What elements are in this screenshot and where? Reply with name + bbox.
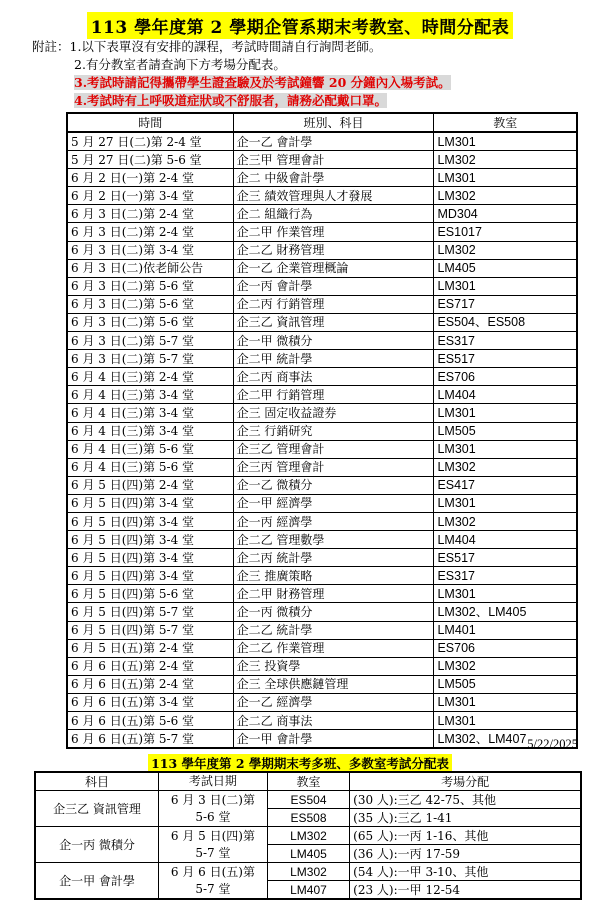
cell-time: 6 月 4 日(三)第 2-4 堂: [67, 368, 233, 386]
cell-time: 6 月 3 日(二)第 5-6 堂: [67, 313, 233, 331]
multi-table-body: [35, 791, 581, 900]
cell-room: ES508: [267, 809, 349, 827]
cell-class-subject: 企二甲 財務管理: [233, 585, 434, 603]
cell-room: LM302: [267, 863, 349, 881]
header-room: 教室: [434, 113, 577, 132]
table-row: [67, 621, 577, 639]
header-exam-date: 考試日期: [159, 772, 268, 791]
cell-exam-date: [159, 863, 268, 900]
cell-class-subject: 企一乙 微積分: [233, 476, 434, 494]
cell-class-subject: 企二甲 統計學: [233, 350, 434, 368]
cell-class-subject: 企二丙 行銷管理: [233, 295, 434, 313]
cell-class-subject: 企二乙 統計學: [233, 621, 434, 639]
cell-class-subject: 企一甲 會計學: [233, 730, 434, 749]
cell-distribution: (23 人):一甲 12-54: [350, 881, 581, 900]
note-4: [32, 92, 451, 110]
table-row: [67, 585, 577, 603]
cell-time: 5 月 27 日(二)第 5-6 堂: [67, 151, 233, 169]
cell-class-subject: 企一甲 微積分: [233, 332, 434, 350]
cell-subject: 企一甲 會計學: [35, 863, 159, 900]
title-wrap: [0, 12, 600, 39]
cell-time: 6 月 6 日(五)第 5-6 堂: [67, 712, 233, 730]
cell-room: LM301: [434, 494, 577, 512]
table-row: [67, 132, 577, 151]
table-row: [67, 693, 577, 711]
table-header-row: [67, 113, 577, 132]
table-row: [67, 549, 577, 567]
cell-room: MD304: [434, 205, 577, 223]
table-row: [67, 295, 577, 313]
exam-date-line2: 5-7 堂: [195, 881, 231, 896]
cell-distribution: (65 人):一丙 1-16、其他: [350, 827, 581, 845]
table-row: [67, 567, 577, 585]
cell-room: ES717: [434, 295, 577, 313]
cell-class-subject: 企三 績效管理與人才發展: [233, 187, 434, 205]
exam-date-line1: 6 月 3 日(二)第: [170, 792, 255, 807]
cell-class-subject: 企二丙 統計學: [233, 549, 434, 567]
note-3-text: 3.考試時請記得攜帶學生證查驗及於考試鐘響 20 分鐘內入場考試。: [74, 75, 451, 90]
note-2: 2.有分教室者請查詢下方考場分配表。: [74, 57, 286, 72]
cell-time: 6 月 4 日(三)第 3-4 堂: [67, 422, 233, 440]
note-4-text: 4.考試時有上呼吸道症狀或不舒服者，請務必配戴口罩。: [74, 93, 388, 108]
cell-room: LM301: [434, 132, 577, 151]
cell-time: 6 月 3 日(二)第 2-4 堂: [67, 223, 233, 241]
cell-time: 6 月 5 日(四)第 5-6 堂: [67, 585, 233, 603]
multi-row: [35, 791, 581, 809]
multi-header-row: [35, 772, 581, 791]
cell-room: LM405: [434, 259, 577, 277]
cell-time: 6 月 5 日(四)第 3-4 堂: [67, 531, 233, 549]
table-row: [67, 458, 577, 476]
cell-time: 6 月 4 日(三)第 3-4 堂: [67, 386, 233, 404]
cell-class-subject: 企三 投資學: [233, 657, 434, 675]
cell-room: LM301: [434, 440, 577, 458]
cell-class-subject: 企二甲 行銷管理: [233, 386, 434, 404]
cell-distribution: (35 人):三乙 1-41: [350, 809, 581, 827]
cell-room: LM302: [434, 512, 577, 530]
table-row: [67, 675, 577, 693]
exam-date-line1: 6 月 6 日(五)第: [170, 864, 255, 879]
cell-time: 6 月 6 日(五)第 5-7 堂: [67, 730, 233, 749]
table-row: [67, 187, 577, 205]
cell-room: ES517: [434, 549, 577, 567]
cell-room: LM301: [434, 169, 577, 187]
cell-class-subject: 企一乙 會計學: [233, 132, 434, 151]
table-row: [67, 277, 577, 295]
table-row: [67, 657, 577, 675]
cell-class-subject: 企二乙 作業管理: [233, 639, 434, 657]
header-class-subject: 班別、科目: [233, 113, 434, 132]
exam-schedule-table: [66, 112, 578, 749]
cell-exam-date: [159, 827, 268, 863]
table-row: [67, 404, 577, 422]
cell-distribution: (54 人):一甲 3-10、其他: [350, 863, 581, 881]
cell-class-subject: 企二甲 作業管理: [233, 223, 434, 241]
cell-room: LM302: [434, 187, 577, 205]
cell-room: LM302: [267, 827, 349, 845]
cell-time: 6 月 5 日(四)第 3-4 堂: [67, 512, 233, 530]
table-row: [67, 603, 577, 621]
table-row: [67, 476, 577, 494]
cell-time: 6 月 3 日(二)第 5-7 堂: [67, 350, 233, 368]
cell-time: 6 月 6 日(五)第 2-4 堂: [67, 657, 233, 675]
cell-time: 6 月 3 日(二)第 5-7 堂: [67, 332, 233, 350]
table-row: [67, 259, 577, 277]
table-row: [67, 494, 577, 512]
cell-room: LM302: [434, 241, 577, 259]
cell-time: 6 月 5 日(四)第 2-4 堂: [67, 476, 233, 494]
cell-room: ES504、ES508: [434, 313, 577, 331]
cell-class-subject: 企三 固定收益證券: [233, 404, 434, 422]
cell-time: 6 月 2 日(一)第 2-4 堂: [67, 169, 233, 187]
cell-room: LM505: [434, 675, 577, 693]
cell-room: ES706: [434, 368, 577, 386]
cell-class-subject: 企三甲 管理會計: [233, 151, 434, 169]
table-row: [67, 332, 577, 350]
cell-distribution: (36 人):一丙 17-59: [350, 845, 581, 863]
cell-time: 6 月 2 日(一)第 3-4 堂: [67, 187, 233, 205]
cell-room: LM302、LM405: [434, 603, 577, 621]
table-row: [67, 386, 577, 404]
cell-class-subject: 企三乙 管理會計: [233, 440, 434, 458]
cell-class-subject: 企三乙 資訊管理: [233, 313, 434, 331]
cell-time: 6 月 3 日(二)第 5-6 堂: [67, 295, 233, 313]
cell-time: 6 月 3 日(二)第 2-4 堂: [67, 205, 233, 223]
cell-time: 6 月 5 日(四)第 5-7 堂: [67, 603, 233, 621]
table-row: [67, 241, 577, 259]
cell-time: 5 月 27 日(二)第 2-4 堂: [67, 132, 233, 151]
header-subject: 科目: [35, 772, 159, 791]
cell-class-subject: 企一乙 經濟學: [233, 693, 434, 711]
cell-room: LM405: [267, 845, 349, 863]
exam-date-line2: 5-6 堂: [195, 809, 231, 824]
cell-time: 6 月 4 日(三)第 5-6 堂: [67, 440, 233, 458]
document-date: 5/22/2025: [527, 737, 578, 751]
cell-room: LM302、LM407: [434, 730, 577, 749]
table-body: [67, 132, 577, 748]
cell-subject: 企三乙 資訊管理: [35, 791, 159, 827]
cell-class-subject: 企三 行銷研究: [233, 422, 434, 440]
cell-class-subject: 企一丙 微積分: [233, 603, 434, 621]
table-row: [67, 350, 577, 368]
table-row: [67, 223, 577, 241]
table-row: [67, 313, 577, 331]
table-row: [67, 512, 577, 530]
cell-time: 6 月 5 日(五)第 2-4 堂: [67, 639, 233, 657]
table-row: [67, 531, 577, 549]
cell-room: LM301: [434, 712, 577, 730]
cell-room: ES317: [434, 332, 577, 350]
cell-room: LM302: [434, 151, 577, 169]
cell-class-subject: 企二乙 管理數學: [233, 531, 434, 549]
multi-room-table: [34, 771, 582, 900]
cell-room: LM505: [434, 422, 577, 440]
table-row: [67, 730, 577, 749]
cell-time: 6 月 3 日(二)依老師公告: [67, 259, 233, 277]
cell-class-subject: 企一丙 會計學: [233, 277, 434, 295]
cell-time: 6 月 4 日(三)第 3-4 堂: [67, 404, 233, 422]
cell-class-subject: 企一乙 企業管理概論: [233, 259, 434, 277]
cell-distribution: (30 人):三乙 42-75、其他: [350, 791, 581, 809]
table-row: [67, 368, 577, 386]
cell-time: 6 月 6 日(五)第 2-4 堂: [67, 675, 233, 693]
cell-room: LM404: [434, 386, 577, 404]
multi-row: [35, 863, 581, 881]
table-row: [67, 712, 577, 730]
exam-date-line2: 5-7 堂: [195, 845, 231, 860]
cell-time: 6 月 5 日(四)第 3-4 堂: [67, 549, 233, 567]
cell-class-subject: 企二 中級會計學: [233, 169, 434, 187]
header-room: 教室: [267, 772, 349, 791]
cell-time: 6 月 5 日(四)第 5-7 堂: [67, 621, 233, 639]
cell-room: ES417: [434, 476, 577, 494]
cell-room: ES504: [267, 791, 349, 809]
cell-room: LM401: [434, 621, 577, 639]
header-distribution: 考場分配: [350, 772, 581, 791]
note-1: 附註：1.以下表單沒有安排的課程，考試時間請自行詢問老師。: [32, 39, 382, 54]
cell-time: 6 月 3 日(二)第 5-6 堂: [67, 277, 233, 295]
cell-subject: 企一丙 微積分: [35, 827, 159, 863]
table-row: [67, 422, 577, 440]
cell-room: ES706: [434, 639, 577, 657]
cell-time: 6 月 4 日(三)第 5-6 堂: [67, 458, 233, 476]
table-row: [67, 440, 577, 458]
table-row: [67, 639, 577, 657]
cell-time: 6 月 3 日(二)第 3-4 堂: [67, 241, 233, 259]
cell-room: ES1017: [434, 223, 577, 241]
notes-block: [32, 38, 451, 110]
multi-room-title: 113 學年度第 2 學期期末考多班、多教室考試分配表: [148, 754, 452, 772]
cell-class-subject: 企二丙 商事法: [233, 368, 434, 386]
cell-room: LM301: [434, 693, 577, 711]
cell-class-subject: 企三 推廣策略: [233, 567, 434, 585]
multi-row: [35, 827, 581, 845]
cell-class-subject: 企二乙 財務管理: [233, 241, 434, 259]
cell-class-subject: 企三丙 管理會計: [233, 458, 434, 476]
cell-class-subject: 企三 全球供應鏈管理: [233, 675, 434, 693]
cell-room: ES517: [434, 350, 577, 368]
multi-title-wrap: [0, 753, 600, 772]
cell-class-subject: 企二乙 商事法: [233, 712, 434, 730]
cell-exam-date: [159, 791, 268, 827]
header-time: 時間: [67, 113, 233, 132]
cell-class-subject: 企一丙 經濟學: [233, 512, 434, 530]
cell-room: LM407: [267, 881, 349, 900]
cell-room: LM302: [434, 458, 577, 476]
exam-date-line1: 6 月 5 日(四)第: [170, 828, 255, 843]
note-3: [32, 74, 451, 92]
cell-room: LM301: [434, 585, 577, 603]
cell-room: ES317: [434, 567, 577, 585]
table-row: [67, 151, 577, 169]
page-title: 113 學年度第 2 學期企管系期末考教室、時間分配表: [87, 12, 514, 39]
cell-time: 6 月 5 日(四)第 3-4 堂: [67, 567, 233, 585]
cell-time: 6 月 5 日(四)第 3-4 堂: [67, 494, 233, 512]
cell-class-subject: 企二 組織行為: [233, 205, 434, 223]
cell-room: LM301: [434, 404, 577, 422]
cell-class-subject: 企一甲 經濟學: [233, 494, 434, 512]
cell-room: LM404: [434, 531, 577, 549]
cell-room: LM301: [434, 277, 577, 295]
cell-time: 6 月 6 日(五)第 3-4 堂: [67, 693, 233, 711]
cell-room: LM302: [434, 657, 577, 675]
table-row: [67, 169, 577, 187]
table-row: [67, 205, 577, 223]
